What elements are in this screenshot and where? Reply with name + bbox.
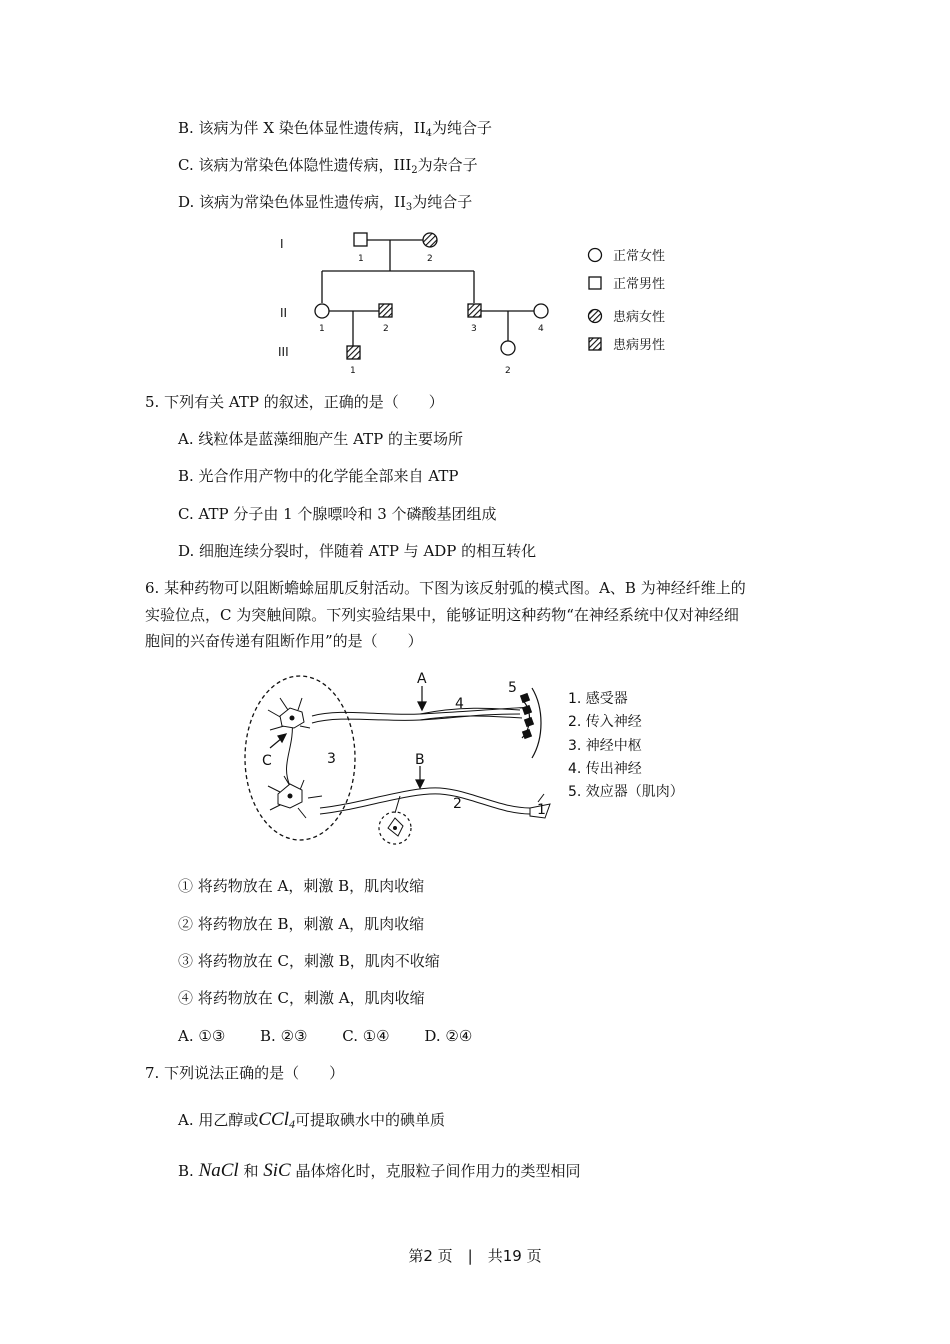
q4-option-c — [178, 155, 478, 181]
q7-option-b-text: B. — [178, 1162, 199, 1180]
q5-option-b: B. 光合作用产物中的化学能全部来自 ATP — [178, 467, 459, 485]
legend-affected-male-symbol — [589, 338, 601, 350]
q6-statement-4: ④ 将药物放在 C，刺激 A，肌肉收缩 — [178, 989, 425, 1007]
point-label-c: C — [262, 753, 272, 769]
q7-formula-ccl-sub: 4 — [289, 1117, 295, 1131]
num-ii1: 1 — [319, 324, 325, 334]
q6-statement-1: ① 将药物放在 A，刺激 B，肌肉收缩 — [178, 877, 425, 895]
num-i2: 2 — [427, 254, 433, 264]
part-number-3: 3 — [327, 751, 336, 767]
q6-stem-line-3: 胞间的兴奋传递有阻断作用”的是（ ） — [145, 632, 423, 650]
part-number-1: 1 — [537, 802, 546, 818]
normal-female-iii2 — [501, 341, 515, 355]
point-label-b: B — [415, 752, 425, 768]
lower-neuron-nucleus — [288, 794, 293, 799]
legend-affected-female-symbol — [589, 310, 602, 323]
q5-stem: 5. 下列有关 ATP 的叙述，正确的是（ ） — [145, 393, 444, 411]
q4-option-d — [178, 192, 472, 218]
normal-female-ii1 — [315, 304, 329, 318]
part-number-2: 2 — [453, 796, 462, 812]
q7-stem: 7. 下列说法正确的是（ ） — [145, 1064, 345, 1082]
normal-female-ii4 — [534, 304, 548, 318]
upper-neuron-nucleus — [290, 716, 295, 721]
muscle-fiber-3 — [522, 729, 532, 739]
affected-male-iii1 — [347, 346, 360, 359]
q7-option-a-tail: 可提取碘水中的碘单质 — [295, 1111, 446, 1129]
q4-option-c-tail: 为杂合子 — [417, 156, 478, 174]
q4-option-c-text: C. 该病为常染色体隐性遗传病，III — [178, 156, 412, 174]
q4-option-b-tail: 为纯合子 — [432, 119, 493, 137]
num-ii4: 4 — [538, 324, 544, 334]
num-ii3: 3 — [471, 324, 477, 334]
afferent-nerve-top — [320, 788, 530, 808]
affected-male-ii3 — [468, 304, 481, 317]
part-number-5: 5 — [508, 680, 517, 696]
normal-male-i1 — [354, 233, 367, 246]
afferent-nerve-bottom — [320, 794, 530, 814]
num-i1: 1 — [358, 254, 364, 264]
page-footer: 第2 页 | 共19 页 — [408, 1247, 542, 1265]
gen-label-i: I — [280, 237, 284, 251]
q7-formula-nacl: NaCl — [198, 1160, 239, 1181]
q7-formula-sic: SiC — [263, 1160, 291, 1181]
num-iii2: 2 — [505, 366, 511, 376]
legend-normal-female: 正常女性 — [613, 249, 666, 264]
legend-normal-female-symbol — [589, 249, 602, 262]
muscle-fiber-1 — [522, 705, 532, 715]
q5-option-d: D. 细胞连续分裂时，伴随着 ATP 与 ADP 的相互转化 — [178, 542, 537, 560]
receptor-ending — [538, 794, 544, 802]
part-number-4: 4 — [455, 696, 464, 712]
q4-option-b — [178, 118, 492, 144]
q7-option-a-text: A. 用乙醇或 — [178, 1111, 259, 1129]
gen-label-ii: II — [280, 306, 288, 320]
q4-option-b-sub: 4 — [425, 128, 433, 139]
q7-option-b — [178, 1161, 580, 1181]
q7-option-b-tail: 晶体熔化时，克服粒子间作用力的类型相同 — [290, 1162, 581, 1180]
q4-option-b-text: B. 该病为伴 X 染色体显性遗传病，II — [178, 119, 426, 137]
affected-female-i2 — [423, 233, 437, 247]
arrow-a-head — [418, 702, 426, 710]
q6-choices: A. ①③ B. ②③ C. ①④ D. ②④ — [178, 1027, 473, 1045]
q7-option-b-mid: 和 — [238, 1162, 264, 1180]
legend-efferent-nerve: 4. 传出神经 — [568, 761, 642, 777]
q5-option-a: A. 线粒体是蓝藻细胞产生 ATP 的主要场所 — [178, 430, 464, 448]
num-ii2: 2 — [383, 324, 389, 334]
gen-label-iii: III — [278, 345, 289, 359]
legend-afferent-nerve: 2. 传入神经 — [568, 714, 642, 730]
efferent-nerve-bottom — [312, 714, 520, 723]
legend-normal-male-symbol — [589, 277, 601, 289]
ganglion-nucleus — [393, 826, 397, 830]
reflex-arc-diagram — [240, 668, 720, 858]
q6-stem-line-2: 实验位点，C 为突触间隙。下列实验结果中，能够证明这种药物“在神经系统中仅对神经细 — [145, 606, 739, 624]
interneuron-axon — [287, 720, 293, 786]
num-iii1: 1 — [350, 366, 356, 376]
legend-receptor: 1. 感受器 — [568, 691, 628, 707]
legend-normal-male: 正常男性 — [613, 277, 666, 292]
q6-statement-3: ③ 将药物放在 C，刺激 B，肌肉不收缩 — [178, 952, 440, 970]
q4-option-d-sub: 3 — [405, 202, 413, 213]
affected-male-ii2 — [379, 304, 392, 317]
q5-option-c: C. ATP 分子由 1 个腺嘌呤和 3 个磷酸基团组成 — [178, 505, 497, 523]
legend-nerve-center: 3. 神经中枢 — [568, 738, 642, 754]
q7-option-a — [178, 1110, 445, 1134]
legend-affected-male: 患病男性 — [613, 338, 666, 353]
q4-option-d-text: D. 该病为常染色体显性遗传病，II — [178, 193, 406, 211]
q6-stem-line-1: 6. 某种药物可以阻断蟾蜍屈肌反射活动。下图为该反射弧的模式图。A、B 为神经纤维上的 — [145, 579, 746, 597]
q7-formula-ccl: CCl — [258, 1109, 289, 1130]
point-label-a: A — [417, 671, 427, 687]
muscle-fiber-4 — [520, 693, 530, 703]
pedigree-chart — [270, 225, 720, 380]
arrow-b-head — [416, 780, 424, 788]
q6-statement-2: ② 将药物放在 B，刺激 A，肌肉收缩 — [178, 915, 425, 933]
q4-option-c-sub: 2 — [411, 165, 418, 176]
legend-affected-female: 患病女性 — [613, 310, 666, 325]
legend-effector: 5. 效应器（肌肉） — [568, 784, 684, 800]
q4-option-d-tail: 为纯合子 — [412, 193, 473, 211]
muscle-fiber-2 — [524, 717, 534, 727]
